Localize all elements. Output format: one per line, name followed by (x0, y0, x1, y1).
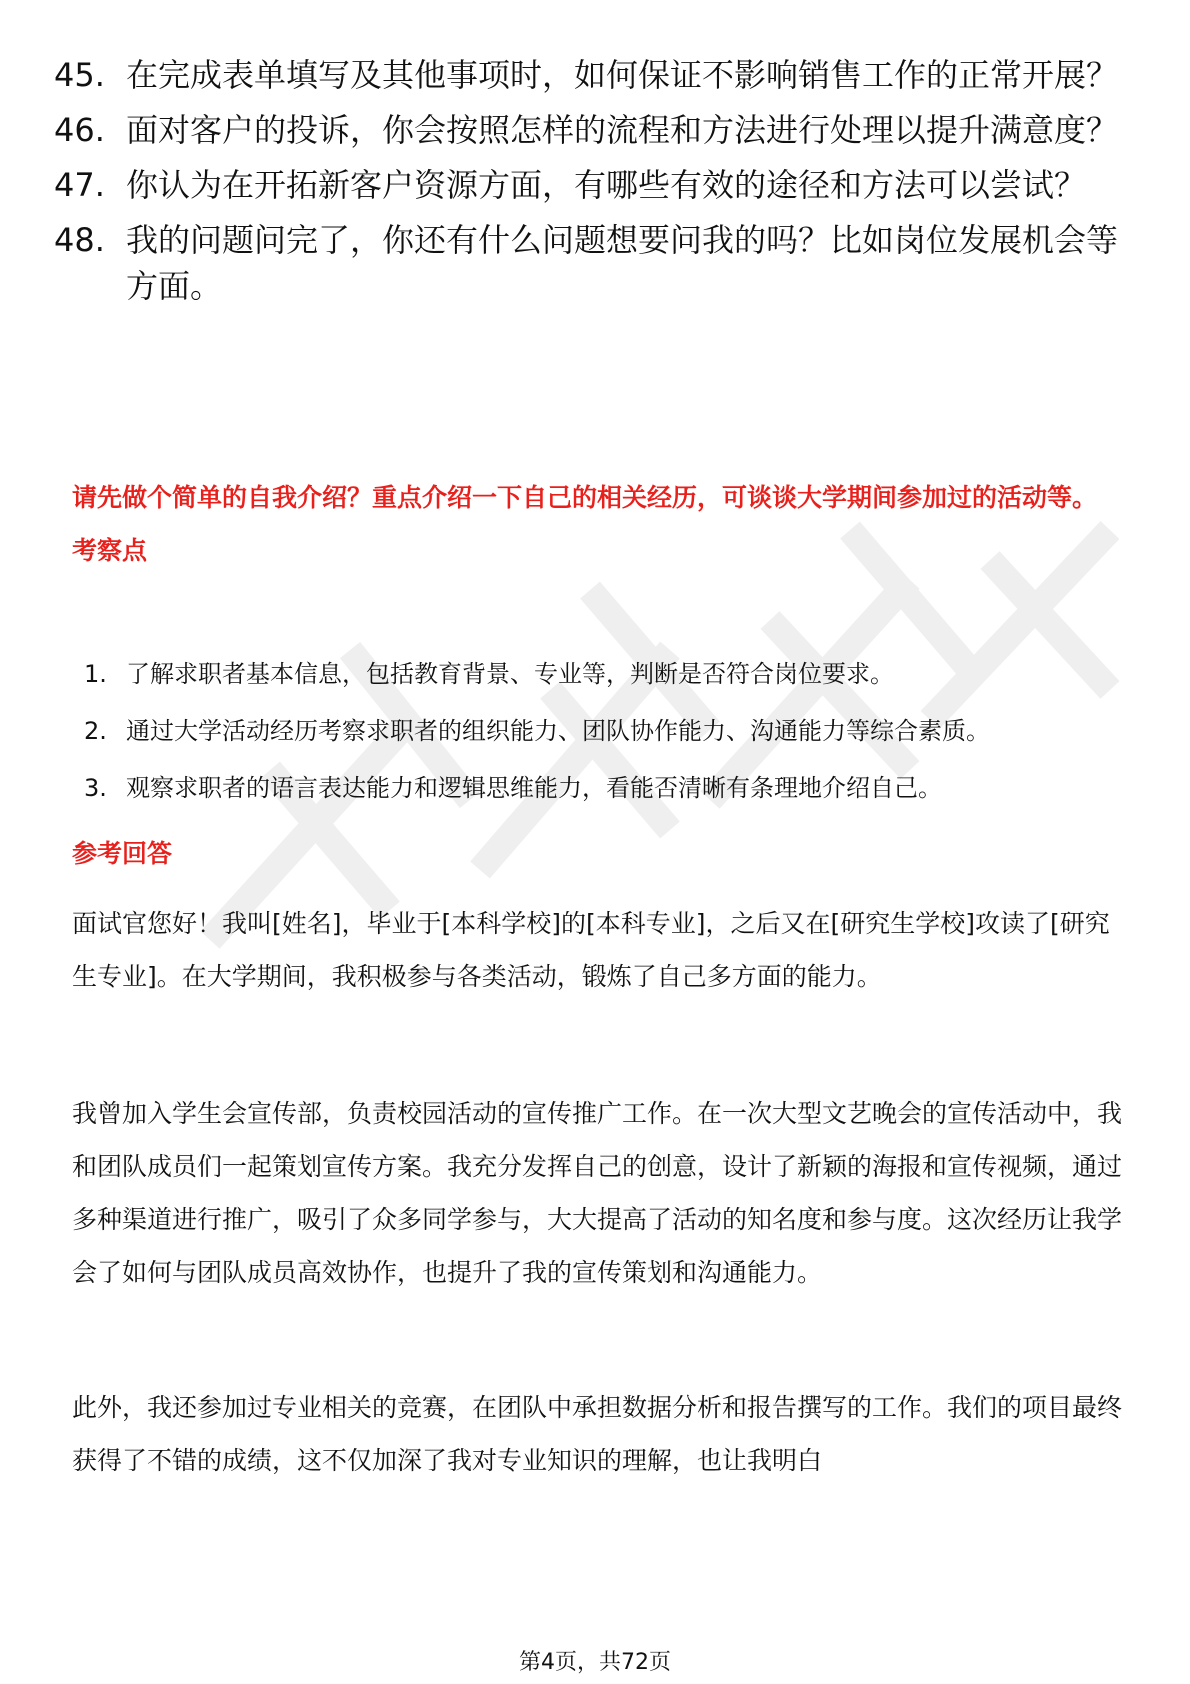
question-item (54, 52, 1144, 98)
points-heading: 考察点 (72, 536, 148, 565)
answer-paragraph: 此外，我还参加过专业相关的竞赛，在团队中承担数据分析和报告撰写的工作。我们的项目最终获得了不错的成绩，这不仅加深了我对专业知识的理解，也让我明白 (72, 1393, 1123, 1475)
point-item (84, 703, 1124, 760)
question-item (54, 162, 1144, 208)
answer-paragraph: 我曾加入学生会宣传部，负责校园活动的宣传推广工作。在一次大型文艺晚会的宣传活动中，我和团队成员们一起策划宣传方案。我充分发挥自己的创意，设计了新颖的海报和宣传视频，通过多种渠道进行推广，吸引了众多同学参与，大大提高了活动的知名度和参与度。这次经历让我学会了如何与团队成员高效协作，也提升了我的宣传策划和沟通能力。 (72, 1099, 1123, 1287)
answer-heading: 参考回答 (72, 839, 173, 868)
answer-paragraph: 面试官您好！我叫[姓名]，毕业于[本科学校]的[本科专业]，之后又在[研究生学校]攻读了[研究生专业]。在大学期间，我积极参与各类活动，锻炼了自己多方面的能力。 (72, 909, 1110, 991)
question-item (54, 107, 1144, 153)
point-text: 通过大学活动经历考察求职者的组织能力、团队协作能力、沟通能力等综合素质。 (126, 717, 990, 745)
points-list (84, 646, 1124, 817)
question-number: 46. (54, 111, 105, 149)
question-text: 你认为在开拓新客户资源方面，有哪些有效的途径和方法可以尝试？ (126, 166, 1087, 204)
question-item (54, 217, 1144, 309)
question-number: 45. (54, 56, 105, 94)
question-number: 47. (54, 166, 105, 204)
point-number: 2. (84, 717, 107, 745)
point-text: 观察求职者的语言表达能力和逻辑思维能力，看能否清晰有条理地介绍自己。 (126, 774, 942, 802)
question-text: 面对客户的投诉，你会按照怎样的流程和方法进行处理以提升满意度？ (126, 111, 1119, 149)
point-item (84, 760, 1124, 817)
interview-prompt: 请先做个简单的自我介绍？重点介绍一下自己的相关经历，可谈谈大学期间参加过的活动等。 (72, 483, 1098, 512)
question-number: 48. (54, 221, 105, 259)
question-text: 在完成表单填写及其他事项时，如何保证不影响销售工作的正常开展？ (126, 56, 1119, 94)
point-item (84, 646, 1124, 703)
point-number: 1. (84, 660, 107, 688)
point-text: 了解求职者基本信息，包括教育背景、专业等，判断是否符合岗位要求。 (126, 660, 894, 688)
question-text: 我的问题问完了，你还有什么问题想要问我的吗？比如岗位发展机会等方面。 (126, 221, 1119, 305)
question-list (54, 52, 1144, 318)
point-number: 3. (84, 774, 107, 802)
page-footer: 第4页，共72页 (519, 1650, 671, 1675)
